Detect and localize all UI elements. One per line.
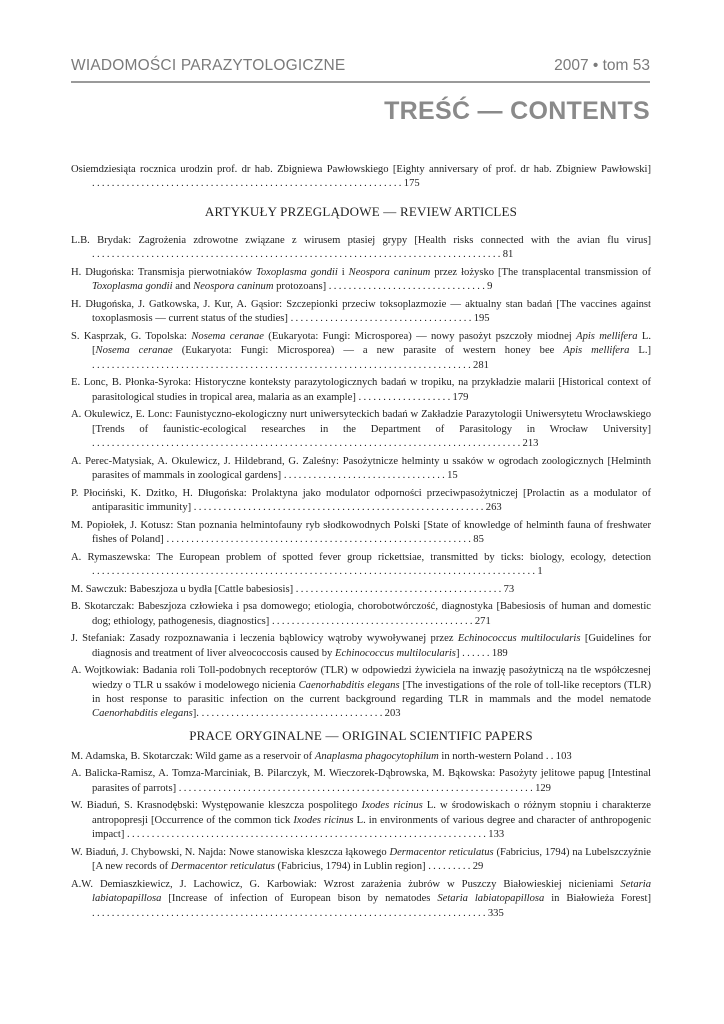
original-entry: W. Biaduń, J. Chybowski, N. Najda: Nowe stanowiska kleszcza łąkowego Dermacentor reticulatus (Fabricius, 1794) na Lubelszczyźnie [A new records of Dermacentor reticulatus (Fabricius, 1794) in Lublin region] .........29 <box>71 846 651 873</box>
review-entry: A. Okulewicz, E. Lonc: Faunistyczno-ekologiczny nurt uniwersyteckich badań w Zakładzie Parazytologii Uniwersytetu Wrocławskiego [Trends of faunistic-ecological researches in the Department of Parasitology in Wrocław University] .......................................................................................213 <box>71 409 651 450</box>
review-entry: M. Sawczuk: Babeszjoza u bydła [Cattle babesiosis] ..........................................73 <box>71 583 515 595</box>
original-entry: M. Adamska, B. Skotarczak: Wild game as a reservoir of Anaplasma phagocytophilum in north-western Poland ..103 <box>71 750 572 762</box>
section-heading-original: PRACE ORYGINALNE — ORIGINAL SCIENTIFIC PAPERS <box>189 727 533 743</box>
intro-entry: Osiemdziesiąta rocznica urodzin prof. dr hab. Zbigniewa Pawłowskiego [Eighty anniversary of prof. dr hab. Zbigniew Pawłowski] ...............................................................175 <box>71 164 651 190</box>
review-entry: P. Płociński, K. Dzitko, H. Długońska: Prolaktyna jako modulator odporności przeciwpasożytniczej [Prolactin as a modulator of antiparasitic immunity] ...........................................................263 <box>71 487 651 514</box>
review-entry: E. Lonc, B. Płonka-Syroka: Historyczne konteksty parazytologicznych badań w tropiku, na przykładzie malarii [Historical context of parasitological studies in tropical area, malaria as an example] ...................179 <box>71 377 651 403</box>
original-entry: W. Biaduń, S. Krasnodębski: Występowanie kleszcza pospolitego Ixodes ricinus L. w środowiskach o różnym stopniu i charakterze antropopresji [Occurrence of the common tick Ixodes ricinus L. in environments of various degree and character of anthropogenic impact] .........................................................................133 <box>71 800 651 841</box>
volume-info: 2007 • tom 53 <box>554 57 650 74</box>
section-heading-review: ARTYKUŁY PRZEGLĄDOWE — REVIEW ARTICLES <box>204 203 518 219</box>
review-entry: J. Stefaniak: Zasady rozpoznawania i leczenia bąblowicy wątroby wywoływanej przez Echinococcus multilocularis [Guidelines for diagnosis and treatment of liver alveococcosis caused by Echinococcus multilocularis] ......189 <box>71 633 651 659</box>
review-entry: H. Długońska: Transmisja pierwotniaków Toxoplasma gondii i Neospora caninum przez łożysko [The transplacental transmission of Toxoplasma gondii and Neospora caninum protozoans] ................................9 <box>71 266 651 293</box>
review-entry: M. Popiołek, J. Kotusz: Stan poznania helmintofauny ryb słodkowodnych Polski [State of knowledge of helminth fauna of freshwater fishes of Poland] ..............................................................85 <box>71 519 651 546</box>
contents-list <box>71 163 651 924</box>
review-entry: A. Wojtkowiak: Badania roli Toll-podobnych receptorów (TLR) w odpowiedzi żywiciela na inwazję pasożytniczą na tle współczesnej wiedzy o TLR u ssaków i modelowego nicienia Caenorhabditis elegans [The investigations of the role of toll-like receptors (TLR) in host response to parasitic infection on the current background regarding TLR in mammals and the model nematode Caenorhabditis elegans]. .....................................203 <box>71 665 651 720</box>
review-entry: L.B. Brydak: Zagrożenia zdrowotne związane z wirusem ptasiej grypy [Health risks connected with the avian flu virus] ...................................................................................81 <box>71 234 651 261</box>
header-rule <box>71 81 650 83</box>
original-entry: A.W. Demiaszkiewicz, J. Lachowicz, G. Karbowiak: Wzrost zarażenia żubrów w Puszczy Białowieskiej nicieniami Setaria labiatopapillosa [Increase of infection of European bison by nematodes Setaria labiatopapillosa in Białowieża Forest] ................................................................................335 <box>71 878 651 919</box>
review-entry: A. Rymaszewska: The European problem of spotted fever group rickettsiae, transmitted by ticks: biology, ecology, detection ..........................................................................................1 <box>71 551 651 578</box>
original-entry: A. Balicka-Ramisz, A. Tomza-Marciniak, B. Pilarczyk, M. Wieczorek-Dąbrowska, M. Bąkowska: Pasożyty jelitowe papug [Intestinal parasites of parrots] ........................................................................129 <box>71 768 651 794</box>
review-entry: H. Długońska, J. Gatkowska, J. Kur, A. Gąsior: Szczepionki przeciw toksoplazmozie — aktualny stan badań [The vaccines against toxoplasmosis — current status of the studies] .....................................195 <box>71 298 651 325</box>
journal-name: WIADOMOŚCI PARAZYTOLOGICZNE <box>71 57 346 74</box>
page-title: TREŚĆ — CONTENTS <box>384 97 650 125</box>
review-entry: B. Skotarczak: Babeszjoza człowieka i psa domowego; etiologia, chorobotwórczość, diagnostyka [Babesiosis of human and domestic dog; ethiology, pathogenesis, diagnostics] .........................................271 <box>71 601 651 627</box>
review-entry: S. Kasprzak, G. Topolska: Nosema ceranae (Eukaryota: Fungi: Microsporea) — nowy pasożyt pszczoły miodnej Apis mellifera L. [Nosema ceranae (Eukaryota: Fungi: Microsporea) — a new parasite of western honey bee Apis mellifera L.] .............................................................................281 <box>71 330 652 371</box>
review-entry: A. Perec-Matysiak, A. Okulewicz, J. Hildebrand, G. Zaleśny: Pasożytnicze helminty u ssaków w ogrodach zoologicznych [Helminth parasites of mammals in zoological gardens] .................................15 <box>71 455 651 482</box>
